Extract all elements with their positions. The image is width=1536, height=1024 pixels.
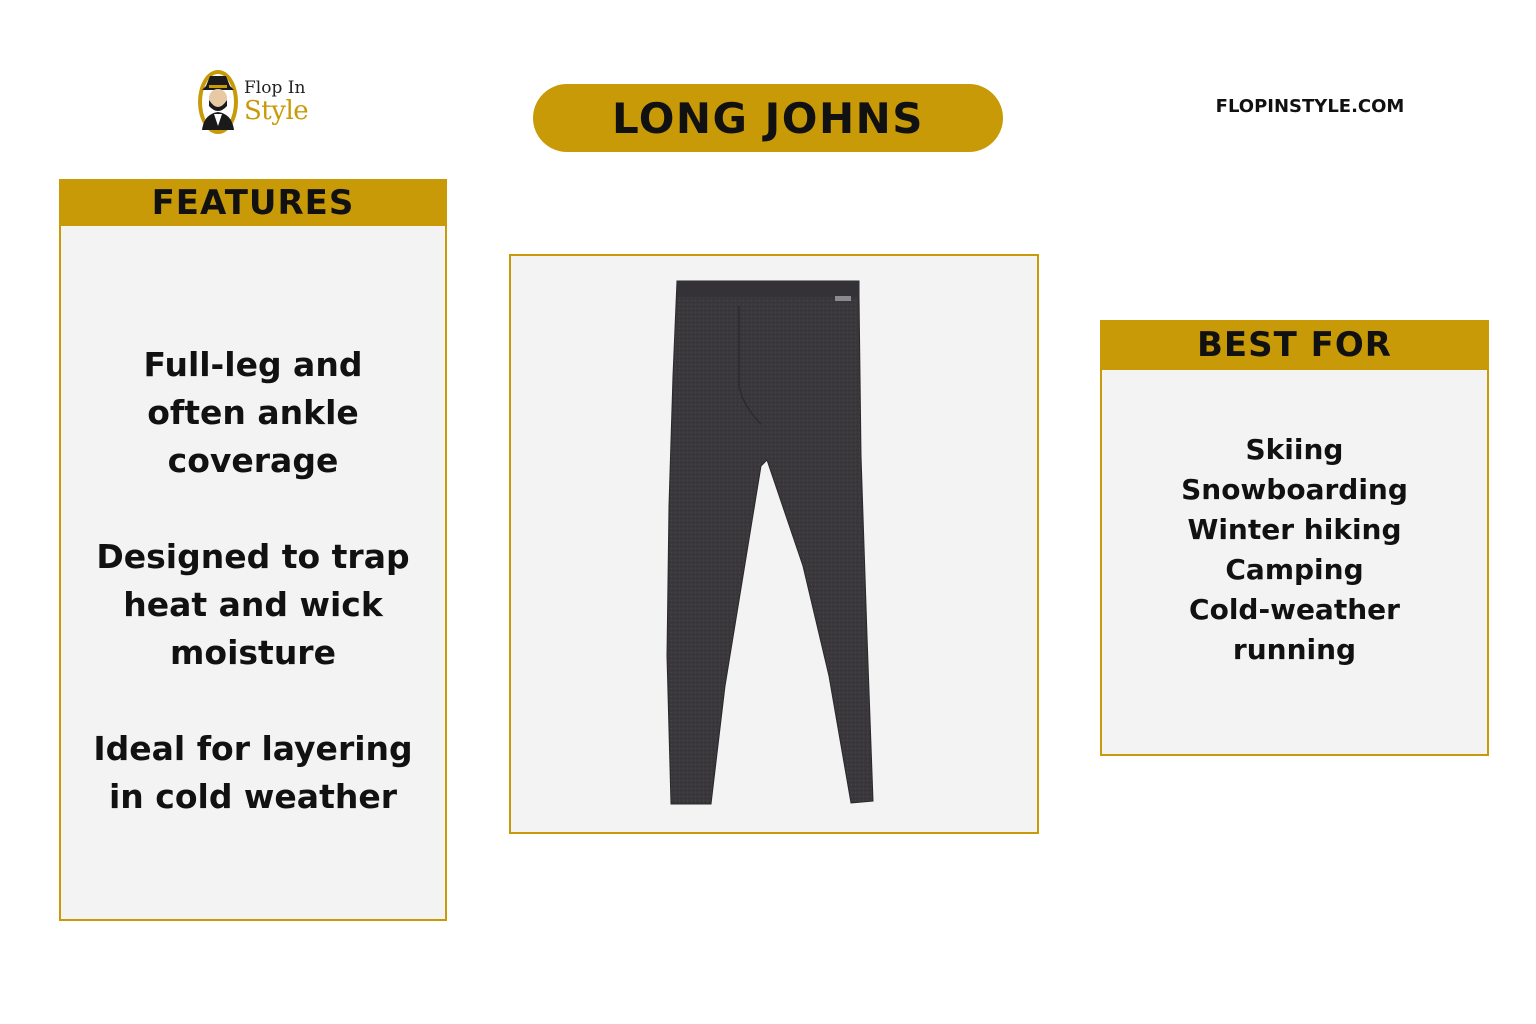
- feature-item: Full-leg and often ankle coverage: [143, 345, 363, 480]
- features-list: [61, 341, 445, 869]
- feature-item: Ideal for layering in cold weather: [93, 729, 413, 816]
- page-title: LONG JOHNS: [533, 84, 1003, 152]
- features-panel: [59, 179, 447, 921]
- best-for-item: Skiing: [1245, 433, 1344, 466]
- best-for-item: Cold-weather running: [1189, 593, 1400, 666]
- best-for-panel: [1100, 320, 1489, 756]
- site-url-link[interactable]: FLOPINSTYLE.COM: [1215, 96, 1405, 117]
- best-for-heading: BEST FOR: [1100, 320, 1489, 370]
- best-for-item: Camping: [1225, 553, 1364, 586]
- best-for-item: Snowboarding: [1181, 473, 1408, 506]
- feature-item: Designed to trap heat and wick moisture: [96, 537, 410, 672]
- brand-name-line1: Flop In: [244, 78, 306, 98]
- brand-logo[interactable]: [196, 68, 326, 138]
- brand-name-line2: Style: [244, 96, 309, 126]
- best-for-item: Winter hiking: [1187, 513, 1402, 546]
- product-image-frame: [509, 254, 1039, 834]
- man-in-fedora-logo-icon: [196, 68, 240, 136]
- best-for-list: [1102, 430, 1487, 670]
- features-heading: FEATURES: [59, 179, 447, 226]
- long-johns-pants-image: [511, 256, 1037, 832]
